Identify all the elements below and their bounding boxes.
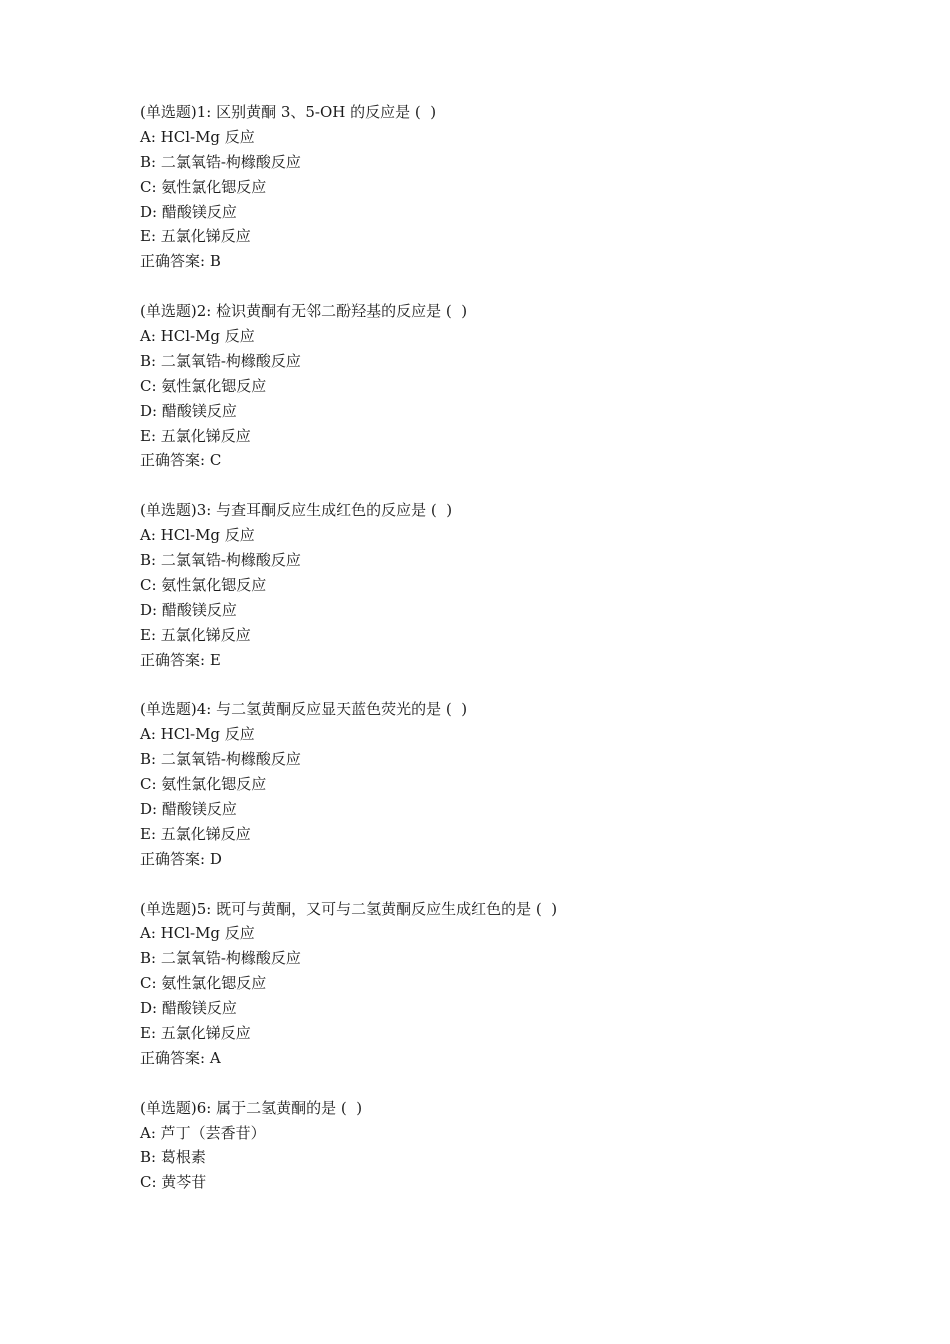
option-e: E: 五氯化锑反应 bbox=[140, 1023, 251, 1042]
option-d: D: 醋酸镁反应 bbox=[140, 600, 237, 619]
option-b: B: 二氯氧锆-枸橼酸反应 bbox=[140, 152, 301, 171]
option-d: D: 醋酸镁反应 bbox=[140, 401, 237, 420]
option-d: D: 醋酸镁反应 bbox=[140, 999, 237, 1018]
option-c: C: 氨性氯化锶反应 bbox=[140, 575, 267, 594]
correct-answer: 正确答案: D bbox=[140, 849, 222, 868]
question-list bbox=[140, 100, 900, 1220]
question-stem: (单选题)2: 检识黄酮有无邻二酚羟基的反应是 ( ) bbox=[140, 302, 468, 321]
question-block bbox=[140, 498, 900, 672]
option-b: B: 葛根素 bbox=[140, 1148, 206, 1167]
option-e: E: 五氯化锑反应 bbox=[140, 426, 251, 445]
question-block bbox=[140, 697, 900, 871]
option-b: B: 二氯氧锆-枸橼酸反应 bbox=[140, 949, 301, 968]
option-a: A: HCl-Mg 反应 bbox=[140, 725, 255, 744]
correct-answer: 正确答案: A bbox=[140, 1048, 221, 1067]
option-b: B: 二氯氧锆-枸橼酸反应 bbox=[140, 351, 301, 370]
option-c: C: 黄芩苷 bbox=[140, 1173, 207, 1192]
option-a: A: HCl-Mg 反应 bbox=[140, 327, 255, 346]
question-stem: (单选题)1: 区别黄酮 3、5-OH 的反应是 ( ) bbox=[140, 103, 437, 121]
question-block bbox=[140, 897, 900, 1071]
option-e: E: 五氯化锑反应 bbox=[140, 625, 251, 644]
option-e: E: 五氯化锑反应 bbox=[140, 227, 251, 246]
option-e: E: 五氯化锑反应 bbox=[140, 824, 251, 843]
question-block bbox=[140, 1096, 900, 1196]
option-c: C: 氨性氯化锶反应 bbox=[140, 974, 267, 993]
option-d: D: 醋酸镁反应 bbox=[140, 799, 237, 818]
option-d: D: 醋酸镁反应 bbox=[140, 202, 237, 221]
correct-answer: 正确答案: C bbox=[140, 451, 222, 470]
option-a: A: HCl-Mg 反应 bbox=[140, 526, 255, 545]
option-a: A: HCl-Mg 反应 bbox=[140, 924, 255, 943]
question-stem: (单选题)4: 与二氢黄酮反应显天蓝色荧光的是 ( ) bbox=[140, 700, 468, 719]
question-stem: (单选题)6: 属于二氢黄酮的是 ( ) bbox=[140, 1098, 363, 1117]
option-b: B: 二氯氧锆-枸橼酸反应 bbox=[140, 750, 301, 769]
option-c: C: 氨性氯化锶反应 bbox=[140, 376, 267, 395]
question-block bbox=[140, 299, 900, 473]
question-stem: (单选题)5: 既可与黄酮，又可与二氢黄酮反应生成红色的是 ( ) bbox=[140, 899, 558, 918]
option-b: B: 二氯氧锆-枸橼酸反应 bbox=[140, 551, 301, 570]
option-a: A: 芦丁（芸香苷） bbox=[140, 1123, 266, 1142]
option-c: C: 氨性氯化锶反应 bbox=[140, 177, 267, 196]
question-block bbox=[140, 100, 900, 274]
correct-answer: 正确答案: E bbox=[140, 650, 221, 669]
question-stem: (单选题)3: 与查耳酮反应生成红色的反应是 ( ) bbox=[140, 501, 453, 520]
correct-answer: 正确答案: B bbox=[140, 252, 221, 271]
option-a: A: HCl-Mg 反应 bbox=[140, 127, 255, 146]
option-c: C: 氨性氯化锶反应 bbox=[140, 775, 267, 794]
